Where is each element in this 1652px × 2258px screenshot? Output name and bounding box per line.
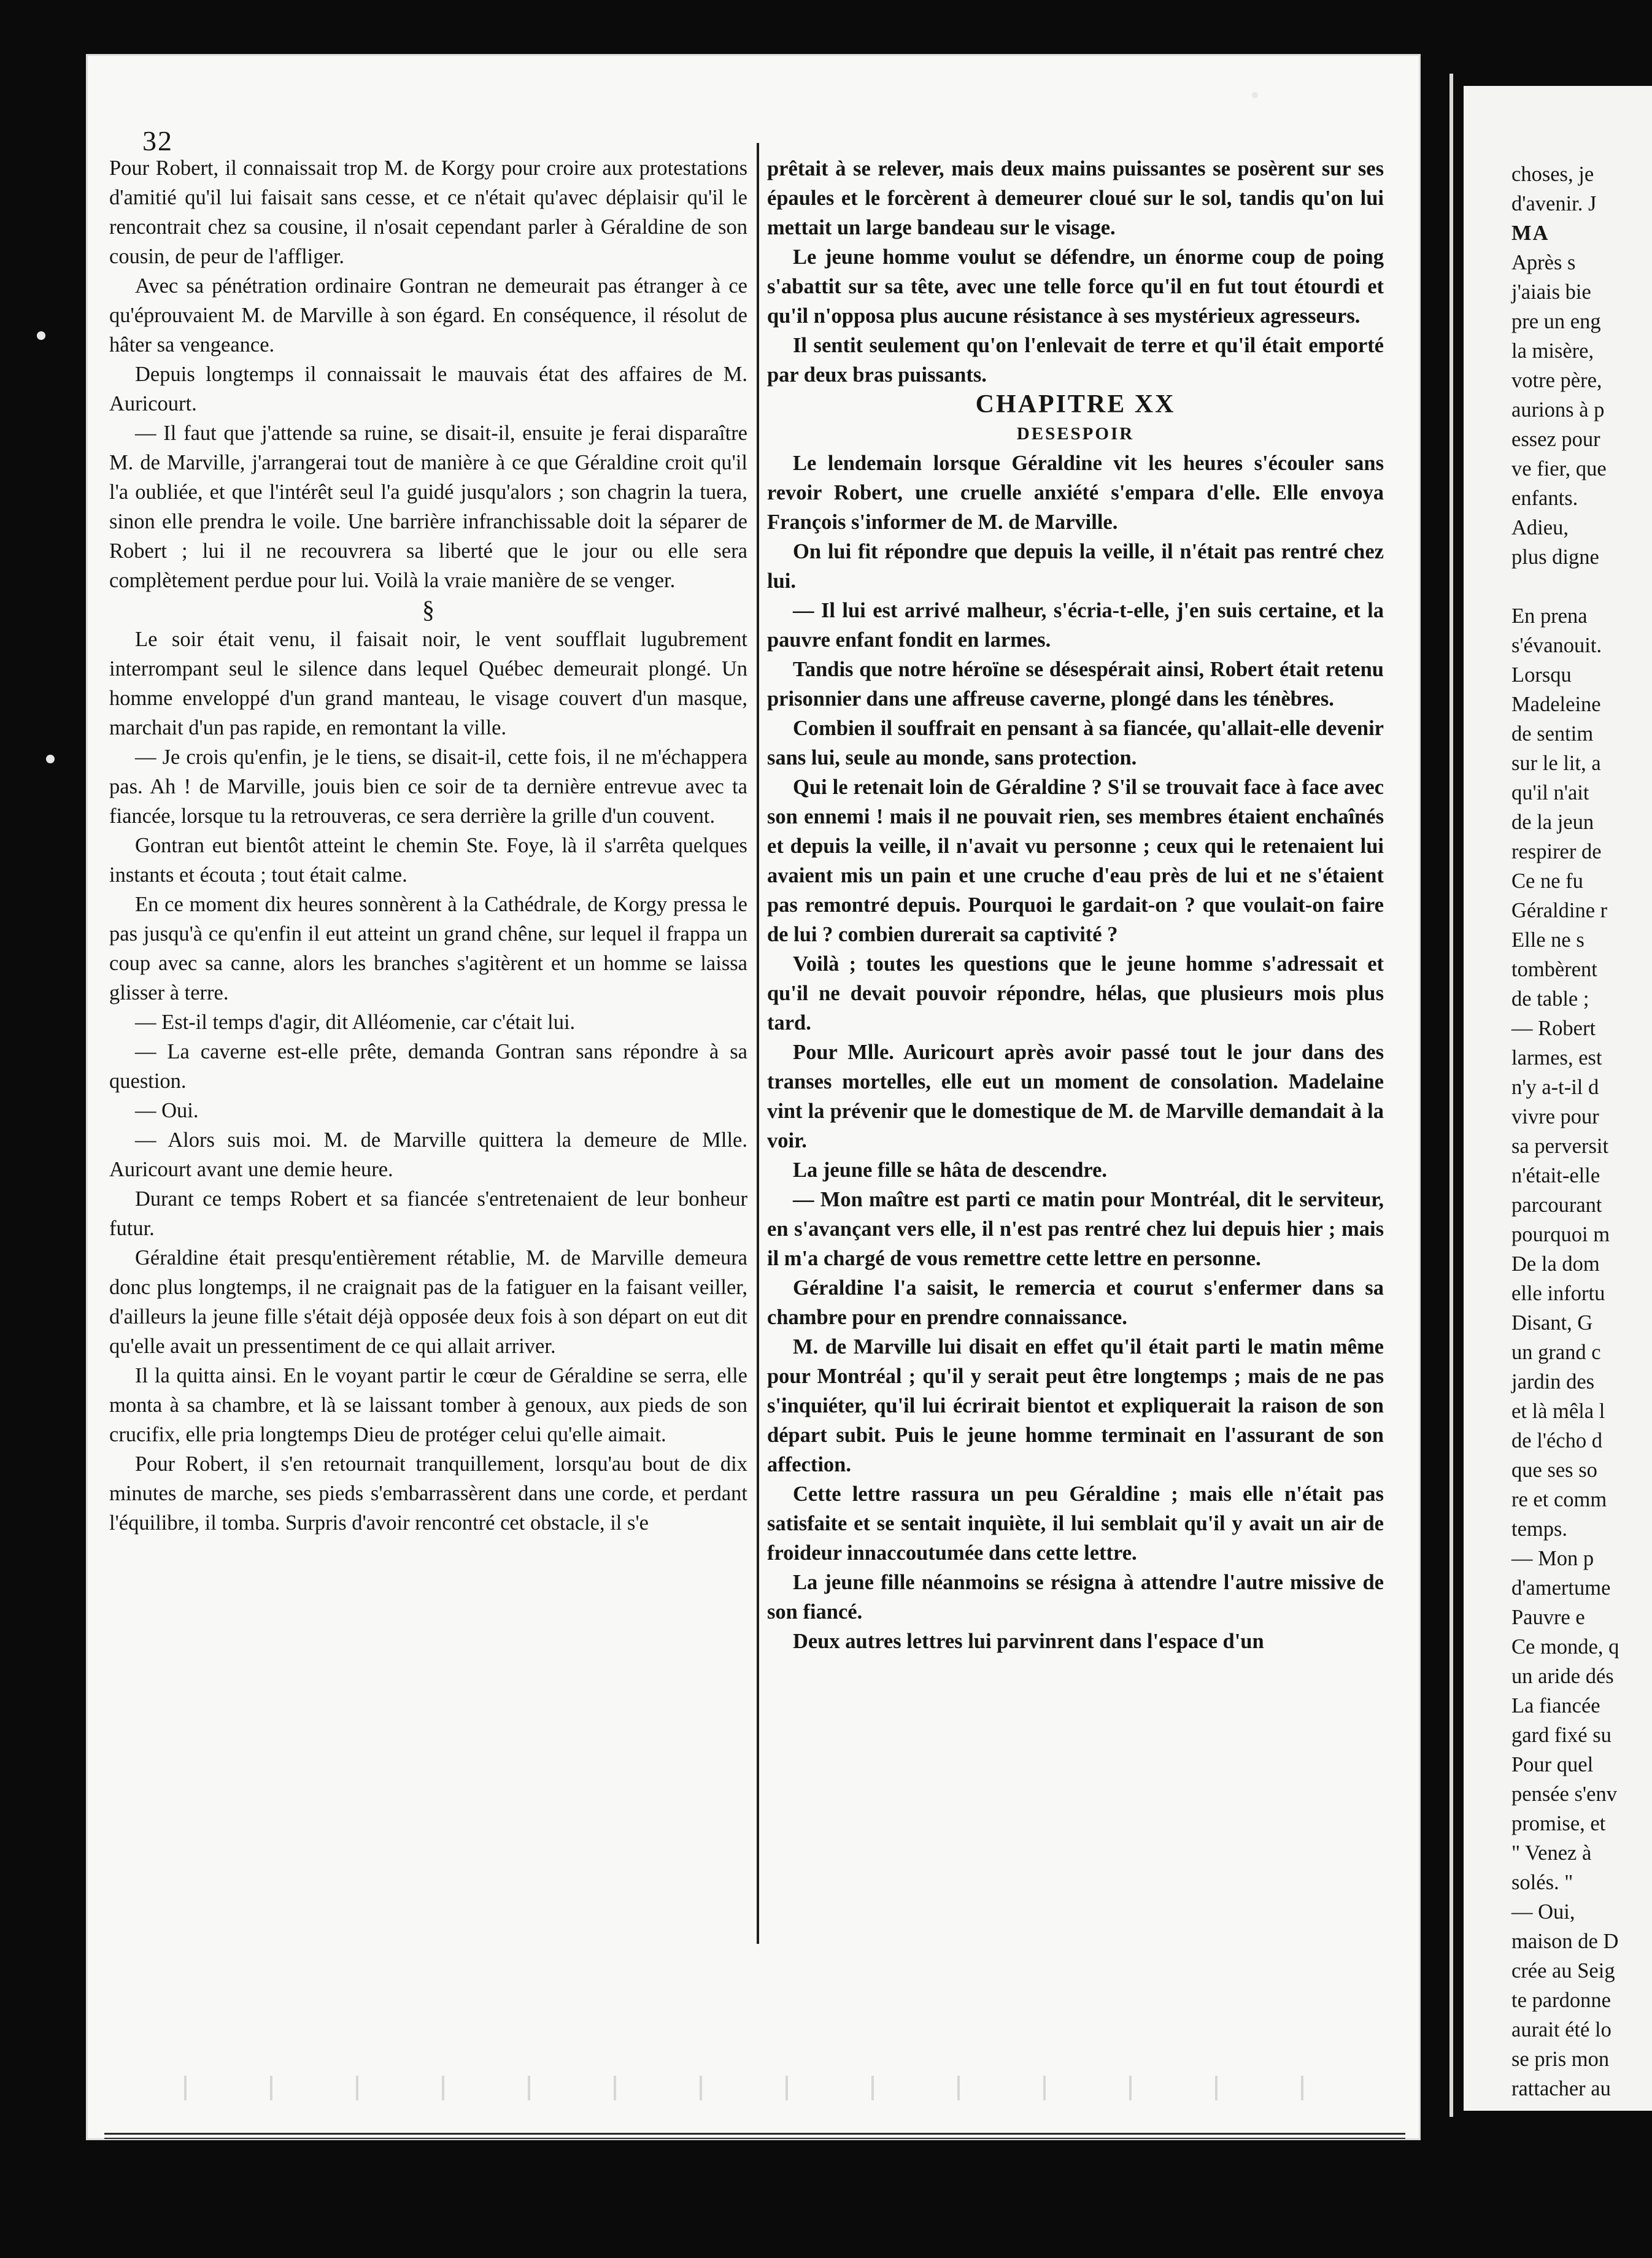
next-page-line: temps.: [1511, 1517, 1568, 1541]
column-divider: [757, 143, 759, 1944]
print-specks: [147, 2076, 1313, 2100]
bottom-rule: [104, 2133, 1405, 2135]
paragraph: Avec sa pénétration ordinaire Gontran ne demeurait pas étranger à ce qu'éprouvaient M. de Marville à son égard. En conséquence, il résolut de hâter sa vengeance.: [109, 274, 747, 356]
paragraph: Gontran eut bientôt atteint le chemin Ste. Foye, là il s'arrêta quelques instants et écouta ; tout était calme.: [109, 834, 747, 887]
next-page-line: de la jeun: [1511, 811, 1594, 834]
next-page-line: j'aiais bie: [1511, 280, 1591, 304]
next-page-line: d'avenir. J: [1511, 192, 1597, 215]
next-page-line: — Oui,: [1511, 1900, 1575, 1924]
next-page-line: pre un eng: [1511, 310, 1601, 333]
next-page-line: aurions à p: [1511, 398, 1605, 422]
film-speck: [46, 755, 55, 763]
paragraph: prêtait à se relever, mais deux mains puissantes se posèrent sur ses épaules et le forcèrent à demeurer cloué sur le sol, tandis qu'on lui mettait un large bandeau sur le visage.: [767, 157, 1384, 239]
next-page-line: Pauvre e: [1511, 1606, 1585, 1629]
next-page-line: parcourant: [1511, 1193, 1602, 1217]
next-page-line: d'amertume: [1511, 1576, 1611, 1600]
next-page-line: respirer de: [1511, 840, 1602, 863]
paragraph: En ce moment dix heures sonnèrent à la Cathédrale, de Korgy pressa le pas jusqu'à ce qu'enfin il eut atteint un grand chêne, sur lequel il frappa un coup avec sa canne, alors les branches s'agitèrent et un homme se laissa glisser à terre.: [109, 893, 747, 1004]
next-page-line: un aride dés: [1511, 1665, 1614, 1688]
paragraph: Pour Robert, il s'en retournait tranquillement, lorsqu'au bout de dix minutes de marche, ses pieds s'embarrassèrent dans une corde, et perdant l'équilibre, il tomba. Surpris d'avoir rencontré cet obstacle, il s'e: [109, 1452, 747, 1535]
paragraph: Géraldine était presqu'entièrement rétablie, M. de Marville demeura donc plus longtemps, il ne craignait pas de la fatiguer en la faisant veiller, d'ailleurs la jeune fille s'était déjà opposée deux fois à son départ on eut dit qu'elle avait un pressentiment de ce qui allait arriver.: [109, 1246, 747, 1358]
right-text-column: [767, 154, 1384, 1656]
next-page-text: [1511, 160, 1652, 2103]
paragraph: Géraldine l'a saisit, le remercia et courut s'enfermer dans sa chambre pour en prendre connaissance.: [767, 1276, 1384, 1329]
next-page-line: aurait été lo: [1511, 2018, 1611, 2041]
next-page-line: promise, et: [1511, 1812, 1606, 1835]
paragraph: — Je crois qu'enfin, je le tiens, se disait-il, cette fois, il ne m'échappera pas. Ah ! de Marville, jouis bien ce soir de ta dernière entrevue avec ta fiancée, lorsque tu la retrouveras, ce sera derrière la grille d'un couvent.: [109, 746, 747, 828]
next-page-line: Madeleine: [1511, 693, 1601, 716]
next-page-line: gard fixé su: [1511, 1724, 1611, 1747]
film-speck: [37, 331, 45, 340]
next-page-line: Lorsqu: [1511, 663, 1572, 687]
paragraph: Il la quitta ainsi. En le voyant partir le cœur de Géraldine se serra, elle monta à sa chambre, et là se laissant tomber à genoux, aux pieds de son crucifix, elle pria longtemps Dieu de protéger celui qu'elle aimait.: [109, 1364, 747, 1446]
bottom-rule: [104, 2138, 1405, 2139]
paragraph: Pour Mlle. Auricourt après avoir passé tout le jour dans des transes mortelles, elle eut un moment de consolation. Madelaine vint la prévenir que le domestique de M. de Marville demandait à la voir.: [767, 1041, 1384, 1152]
chapter-title: CHAPITRE XX: [975, 390, 1176, 418]
next-page-line: pourquoi m: [1511, 1223, 1610, 1246]
paragraph: Le jeune homme voulut se défendre, un énorme coup de poing s'abattit sur sa tête, avec une telle force qu'il en fut tout étourdi et qu'il n'opposa plus aucune résistance à ses mystérieux agresseurs.: [767, 245, 1384, 328]
next-page-line: Ce monde, q: [1511, 1635, 1619, 1659]
next-page-line: — Robert: [1511, 1017, 1596, 1040]
next-page-line: se pris mon: [1511, 2048, 1610, 2071]
next-page-line: MA: [1511, 222, 1550, 245]
paragraph: Combien il souffrait en pensant à sa fiancée, qu'allait-elle devenir sans lui, seule au monde, sans protection.: [767, 717, 1384, 769]
paragraph: Pour Robert, il connaissait trop M. de Korgy pour croire aux protestations d'amitié qu'il lui faisait sans cesse, et ce n'était qu'avec déplaisir qu'il le rencontrait chez sa cousine, il n'osait cependant parler à Géraldine de son cousin, de peur de l'affliger.: [109, 156, 747, 268]
next-page-line: [1511, 572, 1652, 601]
next-page-line: sa perversit: [1511, 1135, 1609, 1158]
paragraph: Qui le retenait loin de Géraldine ? S'il se trouvait face à face avec son ennemi ! mais il ne pouvait rien, ses membres étaient enchaînés et depuis la veille, il n'avait vu personne ; ceux qui le retenaient lui avaient mis un pain et une cruche d'eau près de lui et ne s'étaient pas remontré depuis. Pourquoi le gardait-on ? que voulait-on faire de lui ? combien durerait sa captivité ?: [767, 776, 1384, 946]
paragraph: Deux autres lettres lui parvinrent dans l'espace d'un: [793, 1630, 1264, 1653]
next-page-line: que ses so: [1511, 1458, 1597, 1482]
next-page-line: Disant, G: [1511, 1311, 1593, 1335]
paragraph: — Il lui est arrivé malheur, s'écria-t-elle, j'en suis certaine, et la pauvre enfant fondit en larmes.: [767, 599, 1384, 652]
next-page-line: de l'écho d: [1511, 1429, 1602, 1452]
next-page-line: pensée s'env: [1511, 1782, 1617, 1806]
paragraph: — Oui.: [135, 1099, 199, 1122]
next-page-line: enfants.: [1511, 487, 1578, 510]
next-page-line: Ce ne fu: [1511, 869, 1583, 893]
newspaper-page: [86, 54, 1421, 2140]
next-page-line: ve fier, que: [1511, 457, 1607, 480]
section-mark: §: [422, 596, 434, 623]
next-page-line: plus digne: [1511, 545, 1599, 569]
next-page-line: de table ;: [1511, 987, 1589, 1011]
paragraph: Depuis longtemps il connaissait le mauvais état des affaires de M. Auricourt.: [109, 363, 747, 415]
paragraph: Le soir était venu, il faisait noir, le vent soufflait lugubrement interrompant seul le silence dans lequel Québec demeurait plongé. Un homme enveloppé d'un grand manteau, le visage couvert d'un masque, marchait d'un pas rapide, en remontant la ville.: [109, 628, 747, 739]
left-text-column: [109, 153, 747, 1538]
next-page-line: En prena: [1511, 604, 1588, 628]
next-page-line: s'évanouit.: [1511, 634, 1602, 657]
next-page-line: votre père,: [1511, 369, 1602, 392]
paragraph: La jeune fille néanmoins se résigna à attendre l'autre missive de son fiancé.: [767, 1571, 1384, 1624]
page-gutter: [1449, 74, 1453, 2117]
next-page-line: tombèrent: [1511, 958, 1597, 981]
next-page-line: Géraldine r: [1511, 899, 1608, 922]
next-page-line: larmes, est: [1511, 1046, 1602, 1069]
page-number: 32: [142, 125, 173, 156]
next-page-line: n'y a-t-il d: [1511, 1076, 1599, 1099]
next-page-line: Après s: [1511, 251, 1576, 274]
next-page-edge: [1464, 86, 1652, 2111]
next-page-line: un grand c: [1511, 1341, 1601, 1364]
next-page-line: rattacher au: [1511, 2077, 1611, 2100]
next-page-line: De la dom: [1511, 1252, 1600, 1276]
paragraph: Le lendemain lorsque Géraldine vit les heures s'écouler sans revoir Robert, une cruelle anxiété s'empara d'elle. Elle envoya François s'informer de M. de Marville.: [767, 452, 1384, 534]
next-page-line: n'était-elle: [1511, 1164, 1600, 1187]
next-page-line: de sentim: [1511, 722, 1594, 746]
next-page-line: qu'il n'ait: [1511, 781, 1589, 804]
paragraph: La jeune fille se hâta de descendre.: [793, 1158, 1108, 1182]
paragraph: Il sentit seulement qu'on l'enlevait de terre et qu'il était emporté par deux bras puissants.: [767, 334, 1384, 387]
next-page-line: crée au Seig: [1511, 1959, 1615, 1982]
next-page-line: " Venez à: [1511, 1841, 1592, 1865]
paragraph: Durant ce temps Robert et sa fiancée s'entretenaient de leur bonheur futur.: [109, 1187, 747, 1240]
next-page-line: La fiancée: [1511, 1694, 1600, 1717]
next-page-line: Adieu,: [1511, 516, 1569, 539]
chapter-subtitle: DESESPOIR: [1016, 424, 1135, 444]
next-page-line: Pour quel: [1511, 1753, 1594, 1776]
paragraph: Voilà ; toutes les questions que le jeune homme s'adressait et qu'il ne devait pouvoir répondre, hélas, que plusieurs mois plus tard.: [767, 952, 1384, 1035]
next-page-line: Elle ne s: [1511, 928, 1584, 952]
next-page-line: et là mêla l: [1511, 1400, 1605, 1423]
paragraph: — Alors suis moi. M. de Marville quittera la demeure de Mlle. Auricourt avant une demie heure.: [109, 1128, 747, 1181]
next-page-line: maison de D: [1511, 1930, 1619, 1953]
film-speck: [1252, 92, 1258, 98]
next-page-line: — Mon p: [1511, 1547, 1594, 1570]
next-page-line: sur le lit, a: [1511, 752, 1601, 775]
paragraph: M. de Marville lui disait en effet qu'il était parti le matin même pour Montréal ; qu'il y serait peut être longtemps ; mais de ne pas s'inquiéter, qu'il lui écrirait bientot et expliquerait la raison de son départ subit. Puis le jeune homme terminait en l'assurant de son affection.: [767, 1335, 1384, 1476]
next-page-line: essez pour: [1511, 428, 1600, 451]
paragraph: Tandis que notre héroïne se désespérait ainsi, Robert était retenu prisonnier dans une affreuse caverne, plongé dans les ténèbres.: [767, 658, 1384, 711]
paragraph: — Mon maître est parti ce matin pour Montréal, dit le serviteur, en s'avançant vers elle, il n'est pas rentré chez lui depuis hier ; mais il m'a chargé de vous remettre cette lettre en personne.: [767, 1188, 1384, 1270]
paragraph: — La caverne est-elle prête, demanda Gontran sans répondre à sa question.: [109, 1040, 747, 1093]
next-page-line: te pardonne: [1511, 1989, 1611, 2012]
paragraph: On lui fit répondre que depuis la veille, il n'était pas rentré chez lui.: [767, 540, 1384, 593]
next-page-line: re et comm: [1511, 1488, 1607, 1511]
next-page-line: choses, je: [1511, 163, 1594, 186]
paragraph: — Est-il temps d'agir, dit Alléomenie, car c'était lui.: [135, 1011, 576, 1034]
next-page-line: jardin des: [1511, 1370, 1595, 1393]
next-page-line: solés. ": [1511, 1871, 1573, 1894]
paragraph: — Il faut que j'attende sa ruine, se disait-il, ensuite je ferai disparaître M. de Marville, j'arrangerai tout de manière à ce que Géraldine croit qu'il l'a oubliée, et que l'intérêt seul l'a guidé jusqu'alors ; son chagrin la tuera, sinon elle prendra le voile. Une barrière infranchissable doit la séparer de Robert ; lui il ne recouvrera sa liberté que le jour ou elle sera complètement perdue pour lui. Voilà la vraie manière de se venger.: [109, 422, 747, 592]
next-page-line: vivre pour: [1511, 1105, 1599, 1128]
next-page-line: la misère,: [1511, 339, 1594, 363]
next-page-line: elle infortu: [1511, 1282, 1605, 1305]
paragraph: Cette lettre rassura un peu Géraldine ; mais elle n'était pas satisfaite et se sentait inquiète, il lui semblait qu'il y avait un air de froideur innaccoutumée dans cette lettre.: [767, 1482, 1384, 1565]
